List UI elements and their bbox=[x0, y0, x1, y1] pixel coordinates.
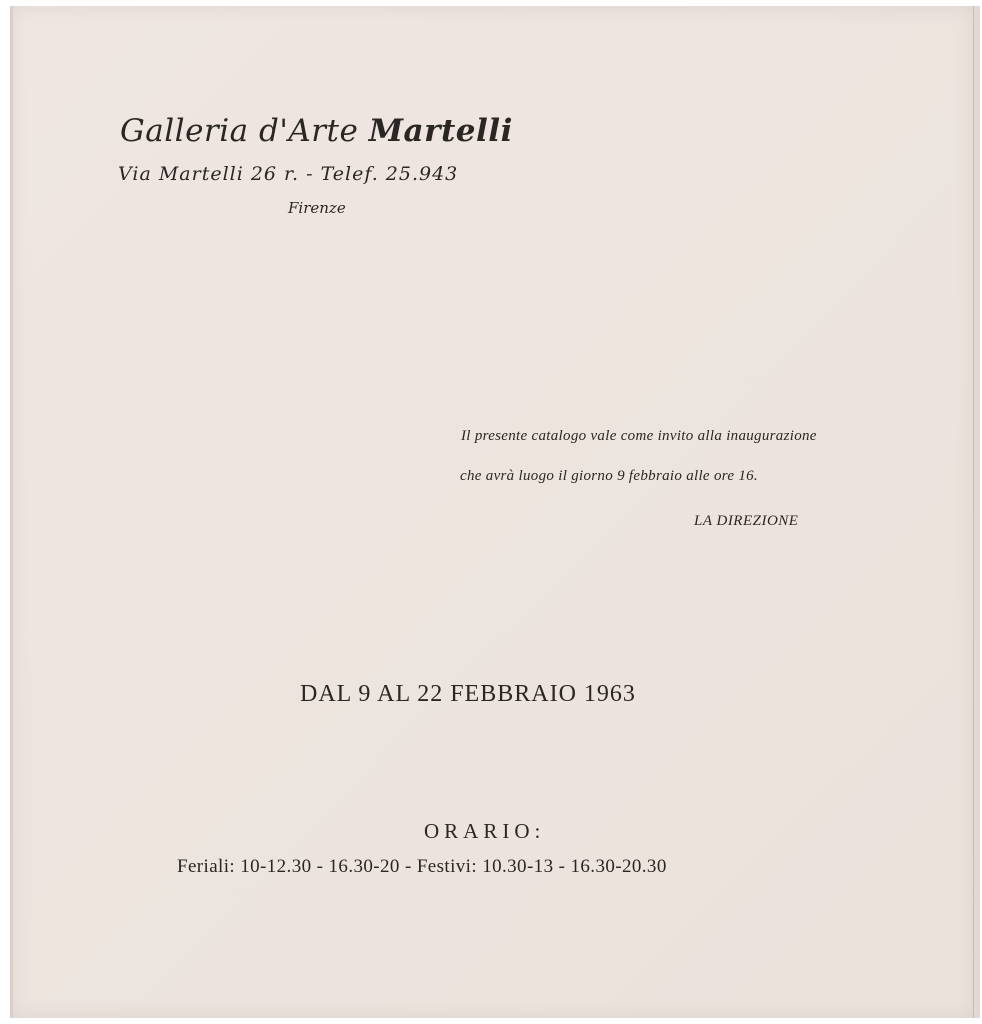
exhibition-dates: DAL 9 AL 22 FEBBRAIO 1963 bbox=[300, 681, 636, 707]
invitation-line-2: che avrà luogo il giorno 9 febbraio alle ore 16. bbox=[460, 468, 758, 484]
gallery-name-martelli: Martelli bbox=[368, 113, 513, 149]
hours-schedule: Feriali: 10-12.30 - 16.30-20 - Festivi: 10.30-13 - 16.30-20.30 bbox=[177, 856, 667, 877]
right-paper-edge bbox=[973, 6, 980, 1018]
left-fold-edge bbox=[10, 6, 13, 1018]
hours-title: ORARIO: bbox=[424, 819, 546, 843]
gallery-address: Via Martelli 26 r. - Telef. 25.943 bbox=[118, 163, 459, 185]
gallery-name-prefix: Galleria d'Arte bbox=[120, 113, 369, 149]
gallery-name bbox=[120, 113, 513, 149]
signature-direzione: LA DIREZIONE bbox=[694, 513, 799, 529]
invitation-line-1: Il presente catalogo vale come invito alla inaugurazione bbox=[461, 428, 817, 444]
gallery-city: Firenze bbox=[288, 199, 346, 217]
